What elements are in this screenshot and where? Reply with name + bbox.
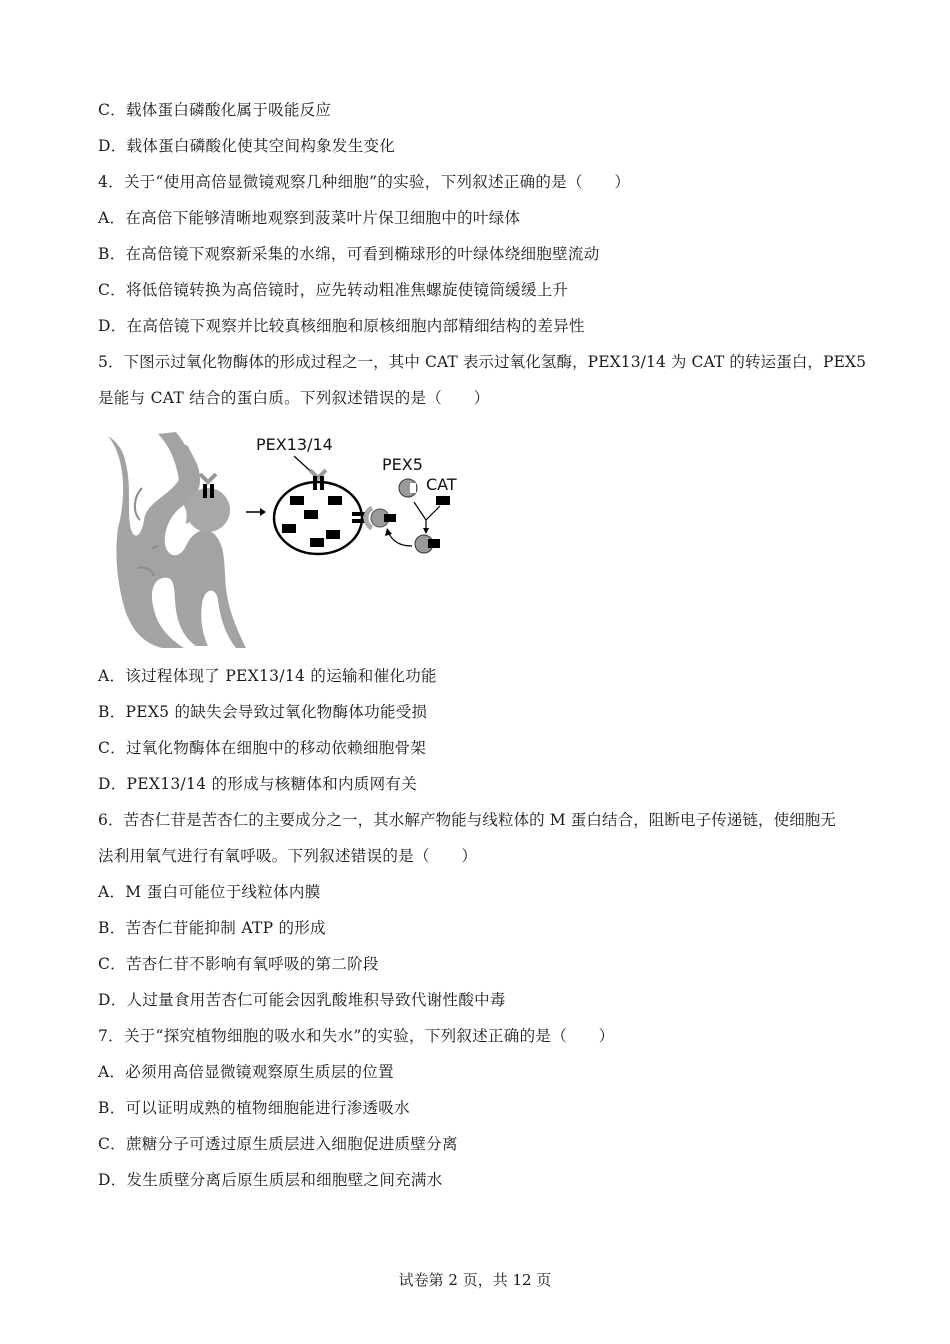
q3-option-c: C．载体蛋白磷酸化属于吸能反应 <box>98 101 332 119</box>
pex5-protein <box>399 479 417 497</box>
q3-option-d: D．载体蛋白磷酸化使其空间构象发生变化 <box>98 137 396 155</box>
page-footer: 试卷第 2 页，共 12 页 <box>398 1271 552 1289</box>
q7-option-c: C．蔗糖分子可透过原生质层进入细胞促进质壁分离 <box>98 1135 458 1153</box>
q6-option-a: A．M 蛋白可能位于线粒体内膜 <box>98 883 321 901</box>
q4-option-c: C．将低倍镜转换为高倍镜时，应先转动粗准焦螺旋使镜筒缓缓上升 <box>98 281 569 299</box>
label-pex5: PEX5 <box>382 455 423 474</box>
peroxisome-formation-figure <box>96 428 476 650</box>
q7-stem: 7．关于“探究植物细胞的吸水和失水”的实验，下列叙述正确的是（ ） <box>98 1027 615 1045</box>
vesicle-receptor-icon <box>200 474 216 482</box>
endoplasmic-reticulum-shape <box>97 432 246 650</box>
q7-option-a: A．必须用高倍显微镜观察原生质层的位置 <box>98 1063 394 1081</box>
q4-option-d: D．在高倍镜下观察并比较真核细胞和原核细胞内部精细结构的差异性 <box>98 317 585 335</box>
q5-option-d: D．PEX13/14 的形成与核糖体和内质网有关 <box>98 775 418 793</box>
budding-vesicle <box>186 488 230 532</box>
q6-option-c: C．苦杏仁苷不影响有氧呼吸的第二阶段 <box>98 955 379 973</box>
q5-option-b: B．PEX5 的缺失会导致过氧化物酶体功能受损 <box>98 703 428 721</box>
q7-option-b: B．可以证明成熟的植物细胞能进行渗透吸水 <box>98 1099 410 1117</box>
q7-option-d: D．发生质壁分离后原生质层和细胞壁之间充满水 <box>98 1171 443 1189</box>
q4-option-b: B．在高倍镜下观察新采集的水绵，可看到椭球形的叶绿体绕细胞壁流动 <box>98 245 600 263</box>
q5-option-a: A．该过程体现了 PEX13/14 的运输和催化功能 <box>98 667 437 685</box>
label-pex1314: PEX13/14 <box>256 435 333 454</box>
q4-option-a: A．在高倍下能够清晰地观察到菠菜叶片保卫细胞中的叶绿体 <box>98 209 521 227</box>
q5-stem-line2: 是能与 CAT 结合的蛋白质。下列叙述错误的是（ ） <box>98 389 490 407</box>
pex5-cat-complex <box>415 535 440 553</box>
q6-option-d: D．人过量食用苦杏仁可能会因乳酸堆积导致代谢性酸中毒 <box>98 991 506 1009</box>
q6-option-b: B．苦杏仁苷能抑制 ATP 的形成 <box>98 919 326 937</box>
q6-stem-line1: 6．苦杏仁苷是苦杏仁的主要成分之一，其水解产物能与线粒体的 M 蛋白结合，阻断电子传递链，使细胞无 <box>98 811 836 829</box>
cat-protein <box>436 496 450 505</box>
label-cat: CAT <box>426 475 457 494</box>
binding-arrows-icon <box>414 502 440 532</box>
q4-stem: 4．关于“使用高倍显微镜观察几种细胞”的实验，下列叙述正确的是（ ） <box>98 173 631 191</box>
q5-option-c: C．过氧化物酶体在细胞中的移动依赖细胞骨架 <box>98 739 427 757</box>
q6-stem-line2: 法利用氧气进行有氧呼吸。下列叙述错误的是（ ） <box>98 847 478 865</box>
q5-stem-line1: 5．下图示过氧化物酶体的形成过程之一，其中 CAT 表示过氧化氢酶，PEX13/14 为 CAT 的转运蛋白，PEX5 <box>98 353 867 371</box>
